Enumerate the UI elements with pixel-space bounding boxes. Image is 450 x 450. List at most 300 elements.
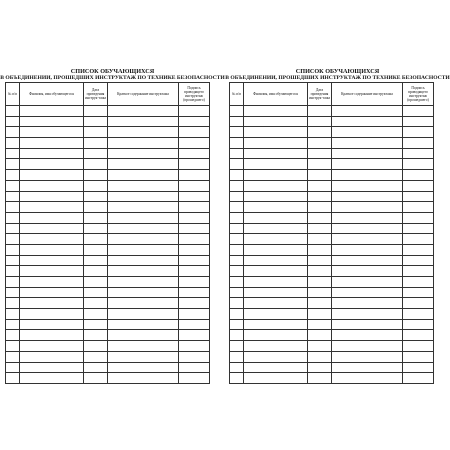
content-cell	[108, 212, 179, 223]
number-cell	[6, 212, 20, 223]
title-line-2: В ОБЪЕДИНЕНИИ, ПРОШЕДШИХ ИНСТРУКТАЖ ПО ТЕХНИКЕ БЕЗОПАСНОСТИ	[0, 75, 225, 81]
number-cell	[230, 266, 244, 277]
date-cell	[308, 106, 332, 117]
table-row	[230, 266, 434, 277]
number-cell	[6, 234, 20, 245]
content-cell	[332, 138, 403, 149]
table-row	[6, 351, 210, 362]
number-cell	[230, 191, 244, 202]
content-cell	[332, 223, 403, 234]
number-cell	[230, 116, 244, 127]
table-row	[6, 244, 210, 255]
content-cell	[108, 180, 179, 191]
name-cell	[20, 170, 84, 181]
table-row	[230, 202, 434, 213]
table-row	[230, 287, 434, 298]
name-cell	[20, 330, 84, 341]
name-cell	[244, 319, 308, 330]
content-cell	[332, 148, 403, 159]
date-cell	[84, 351, 108, 362]
table-row	[6, 138, 210, 149]
signature-cell	[403, 351, 434, 362]
name-cell	[20, 148, 84, 159]
number-cell	[230, 212, 244, 223]
table-row	[6, 234, 210, 245]
number-cell	[6, 266, 20, 277]
name-cell	[244, 244, 308, 255]
content-cell	[332, 330, 403, 341]
name-cell	[20, 159, 84, 170]
number-cell	[6, 202, 20, 213]
date-cell	[308, 234, 332, 245]
table-row	[6, 116, 210, 127]
number-cell	[230, 373, 244, 384]
signature-cell	[403, 309, 434, 320]
signature-cell	[403, 127, 434, 138]
number-cell	[6, 138, 20, 149]
title-line-1: СПИСОК ОБУЧАЮЩИХСЯ	[70, 68, 155, 75]
name-cell	[20, 138, 84, 149]
signature-cell	[179, 373, 210, 384]
table-row	[6, 191, 210, 202]
date-cell	[308, 148, 332, 159]
table-row	[230, 138, 434, 149]
content-cell	[108, 319, 179, 330]
date-cell	[84, 309, 108, 320]
content-cell	[332, 106, 403, 117]
table-row	[230, 319, 434, 330]
number-cell	[230, 341, 244, 352]
content-cell	[108, 341, 179, 352]
content-cell	[332, 319, 403, 330]
content-cell	[108, 127, 179, 138]
col-content-header: Краткое содержание инструктажа	[108, 83, 179, 106]
date-cell	[308, 127, 332, 138]
name-cell	[244, 159, 308, 170]
signature-cell	[179, 202, 210, 213]
date-cell	[84, 223, 108, 234]
instruction-table	[5, 82, 210, 384]
name-cell	[20, 319, 84, 330]
date-cell	[308, 212, 332, 223]
signature-cell	[403, 362, 434, 373]
signature-cell	[179, 159, 210, 170]
date-cell	[84, 159, 108, 170]
number-cell	[230, 223, 244, 234]
col-number-header: № п/п	[6, 83, 20, 106]
date-cell	[84, 116, 108, 127]
content-cell	[108, 234, 179, 245]
table-row	[230, 330, 434, 341]
table-row	[230, 298, 434, 309]
list-title	[0, 68, 225, 82]
number-cell	[230, 138, 244, 149]
number-cell	[230, 244, 244, 255]
content-cell	[108, 330, 179, 341]
name-cell	[20, 298, 84, 309]
name-cell	[20, 202, 84, 213]
signature-cell	[403, 159, 434, 170]
signature-cell	[403, 287, 434, 298]
content-cell	[332, 255, 403, 266]
name-cell	[20, 266, 84, 277]
date-cell	[308, 255, 332, 266]
number-cell	[6, 319, 20, 330]
number-cell	[230, 170, 244, 181]
signature-cell	[403, 223, 434, 234]
col-name-header: Фамилия, имя обучающегося	[244, 83, 308, 106]
signature-cell	[403, 191, 434, 202]
table-row	[6, 330, 210, 341]
number-cell	[230, 287, 244, 298]
signature-cell	[179, 351, 210, 362]
date-cell	[84, 127, 108, 138]
content-cell	[332, 309, 403, 320]
name-cell	[244, 309, 308, 320]
col-date-header: Дата проведения инструк-тажа	[308, 83, 332, 106]
signature-cell	[179, 287, 210, 298]
number-cell	[230, 127, 244, 138]
date-cell	[84, 287, 108, 298]
date-cell	[84, 202, 108, 213]
title-line-1: СПИСОК ОБУЧАЮЩИХСЯ	[295, 68, 380, 75]
name-cell	[244, 298, 308, 309]
date-cell	[308, 309, 332, 320]
content-cell	[332, 287, 403, 298]
content-cell	[108, 373, 179, 384]
date-cell	[84, 212, 108, 223]
content-cell	[332, 191, 403, 202]
number-cell	[6, 298, 20, 309]
number-cell	[6, 309, 20, 320]
signature-cell	[403, 148, 434, 159]
col-signature-header: Подпись проводящего инструктаж (прошедшего)	[179, 83, 210, 106]
date-cell	[308, 351, 332, 362]
signature-cell	[179, 319, 210, 330]
table-row	[6, 341, 210, 352]
signature-cell	[179, 212, 210, 223]
name-cell	[244, 362, 308, 373]
name-cell	[20, 351, 84, 362]
content-cell	[108, 298, 179, 309]
content-cell	[332, 277, 403, 288]
signature-cell	[179, 127, 210, 138]
date-cell	[308, 170, 332, 181]
content-cell	[108, 191, 179, 202]
signature-cell	[179, 223, 210, 234]
number-cell	[230, 234, 244, 245]
name-cell	[244, 373, 308, 384]
signature-cell	[179, 362, 210, 373]
content-cell	[332, 116, 403, 127]
signature-cell	[179, 266, 210, 277]
content-cell	[108, 106, 179, 117]
table-row	[6, 255, 210, 266]
number-cell	[6, 341, 20, 352]
name-cell	[20, 244, 84, 255]
table-row	[230, 116, 434, 127]
content-cell	[332, 127, 403, 138]
date-cell	[308, 223, 332, 234]
signature-cell	[403, 116, 434, 127]
signature-cell	[179, 180, 210, 191]
content-cell	[108, 202, 179, 213]
date-cell	[308, 138, 332, 149]
number-cell	[6, 191, 20, 202]
signature-cell	[403, 212, 434, 223]
signature-cell	[179, 234, 210, 245]
signature-cell	[179, 191, 210, 202]
number-cell	[230, 362, 244, 373]
date-cell	[308, 159, 332, 170]
name-cell	[244, 106, 308, 117]
date-cell	[84, 330, 108, 341]
date-cell	[84, 255, 108, 266]
name-cell	[20, 223, 84, 234]
number-cell	[230, 298, 244, 309]
date-cell	[84, 191, 108, 202]
number-cell	[6, 373, 20, 384]
table-row	[230, 373, 434, 384]
table-row	[230, 244, 434, 255]
content-cell	[332, 159, 403, 170]
name-cell	[244, 223, 308, 234]
signature-cell	[403, 277, 434, 288]
date-cell	[308, 373, 332, 384]
signature-cell	[179, 148, 210, 159]
name-cell	[20, 191, 84, 202]
signature-cell	[179, 138, 210, 149]
date-cell	[84, 298, 108, 309]
date-cell	[308, 180, 332, 191]
name-cell	[244, 116, 308, 127]
signature-cell	[179, 298, 210, 309]
date-cell	[84, 362, 108, 373]
number-cell	[6, 351, 20, 362]
content-cell	[108, 287, 179, 298]
table-row	[6, 159, 210, 170]
number-cell	[230, 330, 244, 341]
number-cell	[6, 287, 20, 298]
date-cell	[308, 277, 332, 288]
col-content-header: Краткое содержание инструктажа	[332, 83, 403, 106]
date-cell	[308, 319, 332, 330]
signature-cell	[403, 330, 434, 341]
content-cell	[108, 351, 179, 362]
content-cell	[108, 148, 179, 159]
content-cell	[332, 266, 403, 277]
signature-cell	[403, 234, 434, 245]
signature-cell	[179, 170, 210, 181]
number-cell	[6, 223, 20, 234]
name-cell	[244, 191, 308, 202]
signature-cell	[179, 244, 210, 255]
signature-cell	[403, 138, 434, 149]
table-row	[6, 223, 210, 234]
name-cell	[244, 341, 308, 352]
list-title	[225, 68, 450, 82]
number-cell	[230, 309, 244, 320]
table-row	[230, 170, 434, 181]
table-row	[6, 106, 210, 117]
table-row	[6, 287, 210, 298]
name-cell	[20, 127, 84, 138]
table-row	[230, 212, 434, 223]
number-cell	[6, 244, 20, 255]
signature-cell	[403, 106, 434, 117]
signature-cell	[403, 341, 434, 352]
table-row	[230, 159, 434, 170]
content-cell	[108, 138, 179, 149]
name-cell	[20, 180, 84, 191]
date-cell	[308, 287, 332, 298]
content-cell	[332, 298, 403, 309]
content-cell	[332, 202, 403, 213]
number-cell	[6, 330, 20, 341]
table-row	[230, 127, 434, 138]
name-cell	[20, 106, 84, 117]
date-cell	[308, 116, 332, 127]
content-cell	[108, 362, 179, 373]
table-row	[6, 373, 210, 384]
content-cell	[108, 255, 179, 266]
content-cell	[332, 170, 403, 181]
name-cell	[244, 287, 308, 298]
content-cell	[332, 212, 403, 223]
name-cell	[244, 234, 308, 245]
signature-cell	[179, 106, 210, 117]
content-cell	[108, 244, 179, 255]
table-row	[6, 180, 210, 191]
name-cell	[244, 127, 308, 138]
signature-cell	[179, 116, 210, 127]
table-row	[230, 255, 434, 266]
name-cell	[244, 330, 308, 341]
table-row	[230, 341, 434, 352]
number-cell	[230, 319, 244, 330]
date-cell	[84, 106, 108, 117]
content-cell	[108, 309, 179, 320]
col-signature-header: Подпись проводящего инструктаж (прошедшего)	[403, 83, 434, 106]
content-cell	[108, 116, 179, 127]
name-cell	[244, 351, 308, 362]
date-cell	[308, 341, 332, 352]
date-cell	[308, 362, 332, 373]
content-cell	[332, 180, 403, 191]
table-row	[6, 202, 210, 213]
number-cell	[230, 148, 244, 159]
date-cell	[84, 180, 108, 191]
signature-cell	[403, 298, 434, 309]
signature-cell	[179, 309, 210, 320]
number-cell	[6, 116, 20, 127]
signature-cell	[403, 202, 434, 213]
signature-cell	[403, 255, 434, 266]
title-line-2: В ОБЪЕДИНЕНИИ, ПРОШЕДШИХ ИНСТРУКТАЖ ПО ТЕХНИКЕ БЕЗОПАСНОСТИ	[225, 75, 450, 81]
table-row	[230, 234, 434, 245]
name-cell	[20, 362, 84, 373]
table-row	[6, 127, 210, 138]
table-row	[230, 277, 434, 288]
name-cell	[20, 373, 84, 384]
table-row	[230, 309, 434, 320]
table-row	[230, 223, 434, 234]
table-row	[230, 191, 434, 202]
number-cell	[6, 255, 20, 266]
date-cell	[84, 138, 108, 149]
number-cell	[230, 159, 244, 170]
signature-cell	[179, 277, 210, 288]
name-cell	[20, 116, 84, 127]
date-cell	[308, 202, 332, 213]
number-cell	[6, 362, 20, 373]
date-cell	[84, 266, 108, 277]
col-date-header: Дата проведения инструк-тажа	[84, 83, 108, 106]
name-cell	[244, 170, 308, 181]
content-cell	[332, 341, 403, 352]
date-cell	[84, 373, 108, 384]
content-cell	[332, 234, 403, 245]
name-cell	[20, 212, 84, 223]
date-cell	[308, 266, 332, 277]
content-cell	[108, 170, 179, 181]
content-cell	[108, 159, 179, 170]
name-cell	[20, 309, 84, 320]
content-cell	[332, 362, 403, 373]
name-cell	[244, 266, 308, 277]
name-cell	[244, 255, 308, 266]
number-cell	[6, 159, 20, 170]
name-cell	[244, 180, 308, 191]
name-cell	[244, 202, 308, 213]
date-cell	[84, 148, 108, 159]
date-cell	[308, 298, 332, 309]
col-number-header: № п/п	[230, 83, 244, 106]
content-cell	[108, 223, 179, 234]
name-cell	[244, 138, 308, 149]
content-cell	[332, 351, 403, 362]
signature-cell	[179, 255, 210, 266]
name-cell	[20, 287, 84, 298]
name-cell	[244, 212, 308, 223]
right-page	[225, 0, 450, 450]
name-cell	[20, 341, 84, 352]
table-row	[6, 319, 210, 330]
content-cell	[108, 277, 179, 288]
number-cell	[6, 170, 20, 181]
table-header-row	[230, 83, 434, 106]
instruction-table	[229, 82, 434, 384]
signature-cell	[179, 330, 210, 341]
number-cell	[6, 127, 20, 138]
date-cell	[308, 244, 332, 255]
content-cell	[108, 266, 179, 277]
table-header-row	[6, 83, 210, 106]
number-cell	[230, 180, 244, 191]
number-cell	[6, 106, 20, 117]
signature-cell	[179, 341, 210, 352]
name-cell	[244, 148, 308, 159]
number-cell	[6, 277, 20, 288]
table-row	[230, 106, 434, 117]
table-row	[230, 148, 434, 159]
content-cell	[332, 244, 403, 255]
content-cell	[332, 373, 403, 384]
signature-cell	[403, 244, 434, 255]
col-name-header: Фамилия, имя обучающегося	[20, 83, 84, 106]
name-cell	[244, 277, 308, 288]
table-row	[6, 309, 210, 320]
